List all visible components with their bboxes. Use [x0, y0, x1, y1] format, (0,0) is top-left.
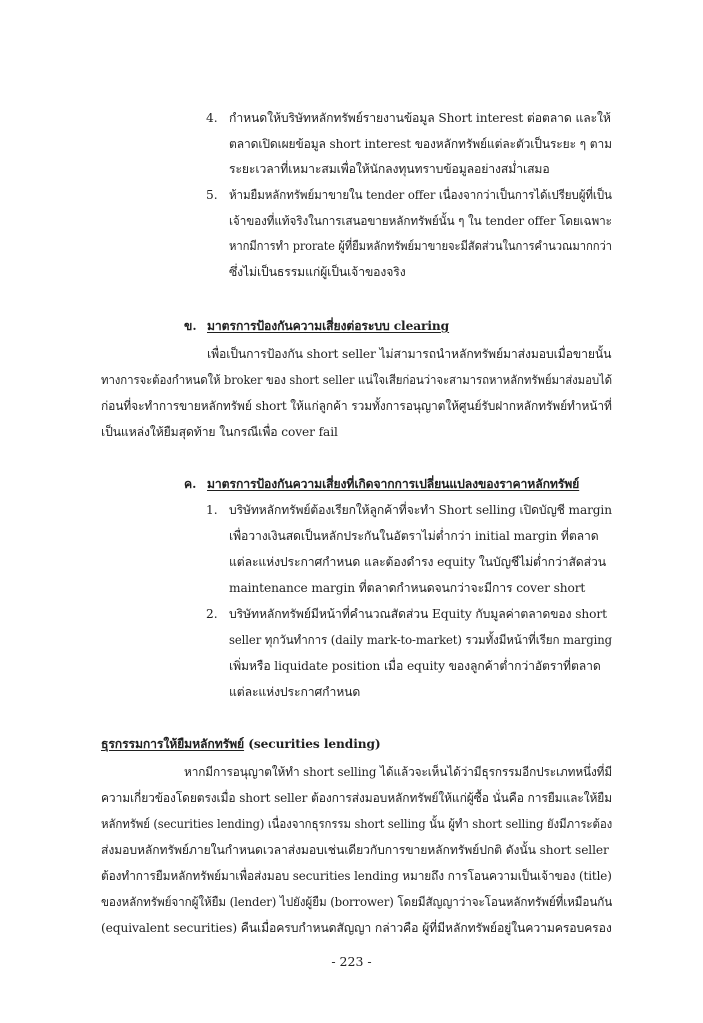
list-item-line: ตลาดเปิดเผยข้อมูล short interest ของหลักทรัพย์แต่ละตัวเป็นระยะ ๆ ตาม — [229, 137, 612, 151]
section-heading: มาตรการป้องกันความเสี่ยงที่เกิดจากการเปลี่ยนแปลงของราคาหลักทรัพย์ — [207, 477, 580, 491]
list-item-line: เพิ่มหรือ liquidate position เมื่อ equity ของลูกค้าต่ำกว่าอัตราที่ตลาด — [229, 659, 601, 673]
paragraph-line: ของหลักทรัพย์จากผู้ให้ยืม (lender) ไปยังผู้ยืม (borrower) โดยมีสัญญาว่าจะโอนหลักทรัพย์ที่เหมือนกัน — [101, 895, 613, 909]
lending-heading-thai: ธุรกรรมการให้ยืมหลักทรัพย์ — [101, 737, 245, 751]
list-item-line: กำหนดให้บริษัทหลักทรัพย์รายงานข้อมูล Short interest ต่อตลาด และให้ — [229, 111, 611, 125]
paragraph-line: (equivalent securities) คืนเมื่อครบกำหนดสัญญา กล่าวคือ ผู้ที่มีหลักทรัพย์อยู่ในความครอบครอง — [101, 921, 612, 935]
list-item-number: 5. — [206, 188, 218, 202]
list-item-line: seller ทุกวันทำการ (daily mark-to-market) รวมทั้งมีหน้าที่เรียก marging — [229, 633, 612, 647]
page-number: - 223 - — [331, 954, 372, 969]
list-item-line: เจ้าของที่แท้จริงในการเสนอขายหลักทรัพย์นั้น ๆ ใน tender offer โดยเฉพาะ — [229, 214, 612, 228]
paragraph-line: ทางการจะต้องกำหนดให้ broker ของ short seller แน่ใจเสียก่อนว่าจะสามารถหาหลักทรัพย์มาส่งมอบได้ — [101, 373, 613, 387]
list-item-line: บริษัทหลักทรัพย์มีหน้าที่คำนวณสัดส่วน Equity กับมูลค่าตลาดของ short — [229, 607, 607, 621]
paragraph-line: เป็นแหล่งให้ยืมสุดท้าย ในกรณีเพื่อ cover fail — [101, 425, 338, 439]
list-item-line: ซึ่งไม่เป็นธรรมแก่ผู้เป็นเจ้าของจริง — [229, 265, 406, 279]
paragraph-line: ก่อนที่จะทำการขายหลักทรัพย์ short ให้แก่ลูกค้า รวมทั้งการอนุญาตให้ศูนย์รับฝากหลักทรัพย์ทำหน้าที่ — [101, 399, 612, 413]
paragraph-line: หากมีการอนุญาตให้ทำ short selling ได้แล้วจะเห็นได้ว่ามีธุรกรรมอีกประเภทหนึ่งที่มี — [184, 765, 613, 779]
lending-heading — [101, 736, 381, 752]
list-item-line: maintenance margin ที่ตลาดกำหนดจนกว่าจะมีการ cover short — [229, 581, 586, 595]
section-marker: ข. — [184, 319, 197, 333]
list-item-line: ระยะเวลาที่เหมาะสมเพื่อให้นักลงทุนทราบข้อมูลอย่างสม่ำเสมอ — [229, 162, 550, 176]
lending-heading-suffix: (securities lending) — [244, 737, 381, 751]
paragraph-line: หลักทรัพย์ (securities lending) เนื่องจากธุรกรรม short selling นั้น ผู้ทำ short selling ยังมีภาระต้อง — [101, 817, 613, 831]
paragraph-line: ต้องทำการยืมหลักทรัพย์มาเพื่อส่งมอบ securities lending หมายถึง การโอนความเป็นเจ้าของ (title) — [101, 869, 612, 883]
list-item-number: 1. — [206, 503, 218, 517]
section-marker: ค. — [184, 477, 197, 491]
list-item-line: แต่ละแห่งประกาศกำหนด และต้องดำรง equity ในบัญชีไม่ต่ำกว่าสัดส่วน — [229, 555, 606, 569]
list-item-number: 2. — [206, 607, 218, 621]
list-item-line: เพื่อวางเงินสดเป็นหลักประกันในอัตราไม่ต่ำกว่า initial margin ที่ตลาด — [229, 529, 599, 543]
list-item-line: บริษัทหลักทรัพย์ต้องเรียกให้ลูกค้าที่จะทำ Short selling เปิดบัญชี margin — [229, 503, 612, 517]
list-item-line: หากมีการทำ prorate ผู้ที่ยืมหลักทรัพย์มาขายจะมีสัดส่วนในการคำนวณมากกว่า — [229, 239, 612, 253]
list-item-line: ห้ามยืมหลักทรัพย์มาขายใน tender offer เนื่องจากว่าเป็นการได้เปรียบผู้ที่เป็น — [229, 188, 612, 202]
section-heading: มาตรการป้องกันความเสี่ยงต่อระบบ clearing — [207, 319, 450, 333]
paragraph-line: เพื่อเป็นการป้องกัน short seller ไม่สามารถนำหลักทรัพย์มาส่งมอบเมื่อขายนั้น — [207, 347, 612, 361]
list-item-line: แต่ละแห่งประกาศกำหนด — [229, 685, 361, 699]
paragraph-line: ความเกี่ยวข้องโดยตรงเมื่อ short seller ต้องการส่งมอบหลักทรัพย์ให้แก่ผู้ซื้อ นั่นคือ การยืมและให้ยืม — [101, 791, 613, 805]
paragraph-line: ส่งมอบหลักทรัพย์ภายในกำหนดเวลาส่งมอบเช่นเดียวกับการขายหลักทรัพย์ปกติ ดังนั้น short seller — [101, 843, 609, 857]
list-item-number: 4. — [206, 111, 218, 125]
